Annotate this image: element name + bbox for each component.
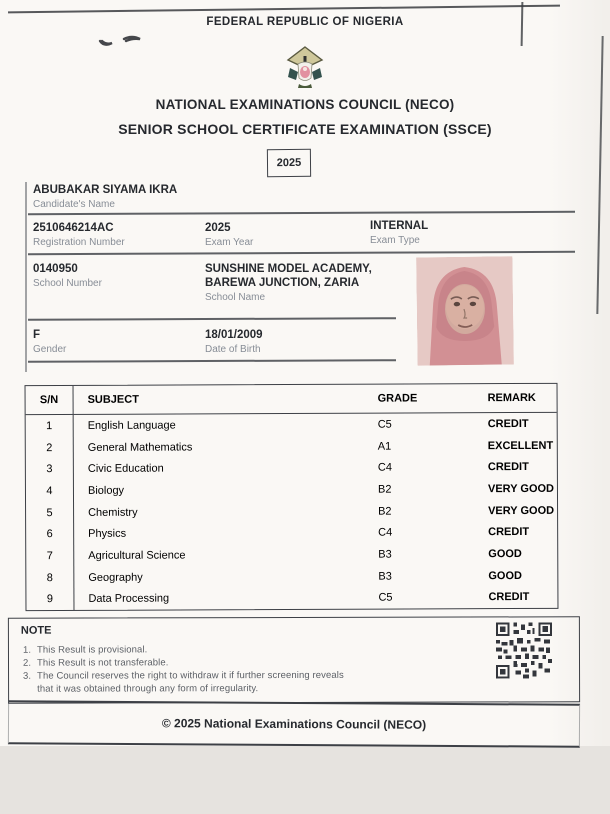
cell-sn: 4 <box>26 480 74 502</box>
note-item-text: This Result is not transferable. <box>36 657 169 669</box>
note-item-2 <box>23 657 169 668</box>
cell-grade: C5 <box>378 591 393 604</box>
cell-sn: 9 <box>26 588 74 610</box>
copyright-text: © 2025 National Examinations Council (NECO) <box>161 716 427 732</box>
school-name-line1: SUNSHINE MODEL ACADEMY, <box>205 263 372 275</box>
cell-remark: VERY GOOD <box>488 504 555 517</box>
header-subject: SUBJECT <box>87 393 139 406</box>
qr-code <box>495 622 553 678</box>
cell-grade: C4 <box>378 526 393 539</box>
cell-sn: 3 <box>26 458 74 480</box>
exam-year-value: 2025 <box>205 222 231 234</box>
note-item-1 <box>23 644 147 655</box>
registration-number-value: 2510646214AC <box>33 222 114 234</box>
school-name-field <box>205 262 372 303</box>
cell-subject: Physics <box>88 527 127 541</box>
cell-subject: Data Processing <box>88 592 170 606</box>
header-grade: GRADE <box>377 392 418 405</box>
cell-subject: English Language <box>87 419 176 432</box>
registration-number-field <box>33 221 125 248</box>
school-number-field <box>33 262 102 289</box>
cell-remark: CREDIT <box>488 591 530 604</box>
cell-remark: GOOD <box>488 569 522 582</box>
pen-squiggle-mark <box>96 29 158 49</box>
candidate-photo-image <box>416 256 513 365</box>
exam-type-field <box>370 219 428 246</box>
table-row <box>26 586 557 610</box>
cell-remark: CREDIT <box>488 526 530 539</box>
exam-year-field <box>205 221 253 248</box>
country-title: FEDERAL REPUBLIC OF NIGERIA <box>206 16 404 28</box>
cell-sn: 1 <box>26 415 74 437</box>
school-number-value: 0140950 <box>33 263 78 275</box>
cell-subject: Biology <box>87 484 125 497</box>
candidate-name-field <box>33 183 177 210</box>
school-name-label: School Name <box>205 292 266 303</box>
cell-sn: 7 <box>26 545 74 567</box>
school-name-line2: BAREWA JUNCTION, ZARIA <box>205 277 360 289</box>
cell-remark: CREDIT <box>487 461 529 474</box>
registration-number-label: Registration Number <box>33 237 125 248</box>
cell-remark: EXCELLENT <box>487 439 554 452</box>
info-section-left-border <box>25 182 27 372</box>
cell-subject: Agricultural Science <box>88 549 186 562</box>
note-item-text: The Council reserves the right to withdraw it if further screening reveals <box>37 669 344 682</box>
cell-subject: Chemistry <box>88 506 138 519</box>
note-item-text: This Result is provisional. <box>36 644 148 656</box>
date-of-birth-label: Date of Birth <box>205 344 261 355</box>
candidate-name-value: ABUBAKAR SIYAMA IKRA <box>33 184 178 196</box>
header-remark: REMARK <box>487 391 536 405</box>
results-table <box>25 383 559 611</box>
table-row <box>26 521 557 545</box>
cell-sn: 8 <box>26 567 74 589</box>
cell-grade: C4 <box>377 461 392 474</box>
cell-grade: B2 <box>377 483 392 496</box>
cell-remark: GOOD <box>488 547 522 561</box>
date-of-birth-value: 18/01/2009 <box>205 329 263 341</box>
note-section <box>8 616 580 703</box>
note-item-3-continued <box>37 683 258 695</box>
cell-remark: VERY GOOD <box>487 482 555 495</box>
cell-sn: 2 <box>26 437 74 459</box>
gender-label: Gender <box>33 344 67 355</box>
note-item-text: that it was obtained through any form of irregularity. <box>37 683 259 695</box>
exam-year-label: Exam Year <box>205 237 254 248</box>
table-row <box>26 565 557 589</box>
note-title: NOTE <box>20 624 52 637</box>
footer-bar <box>8 700 580 747</box>
exam-year-box: 2025 <box>267 149 311 177</box>
cell-subject: General Mathematics <box>87 440 193 454</box>
table-row <box>26 543 557 567</box>
cell-grade: B3 <box>378 570 392 583</box>
school-number-label: School Number <box>33 278 102 289</box>
exam-type-value: INTERNAL <box>370 220 429 232</box>
cell-grade: A1 <box>377 440 392 453</box>
table-row <box>26 456 557 480</box>
candidate-name-label: Candidate's Name <box>33 199 115 210</box>
gender-value: F <box>33 329 41 341</box>
cell-remark: CREDIT <box>487 417 529 430</box>
cell-grade: C5 <box>377 418 392 431</box>
cell-grade: B2 <box>378 505 392 518</box>
gender-field <box>33 328 66 355</box>
note-item-number: 1. <box>22 644 32 656</box>
header-sn: S/N <box>26 386 74 414</box>
cell-subject: Civic Education <box>87 462 164 476</box>
council-title: NATIONAL EXAMINATIONS COUNCIL (NECO) <box>155 97 455 112</box>
date-of-birth-field <box>205 328 263 355</box>
exam-title: SENIOR SCHOOL CERTIFICATE EXAMINATION (SSCE) <box>118 121 492 137</box>
candidate-photo <box>416 256 513 365</box>
note-item-number: 2. <box>22 657 32 669</box>
note-item-number: 3. <box>23 670 32 682</box>
neco-logo <box>286 46 324 90</box>
table-row <box>26 478 557 502</box>
exam-type-label: Exam Type <box>370 235 420 246</box>
cell-subject: Geography <box>88 571 143 584</box>
results-table-header <box>26 384 557 415</box>
cell-sn: 5 <box>26 502 74 524</box>
table-row <box>26 500 557 524</box>
table-row <box>26 435 557 459</box>
note-item-3 <box>23 670 344 682</box>
cell-grade: B3 <box>378 548 392 561</box>
cell-sn: 6 <box>26 523 74 545</box>
table-row <box>26 413 557 437</box>
